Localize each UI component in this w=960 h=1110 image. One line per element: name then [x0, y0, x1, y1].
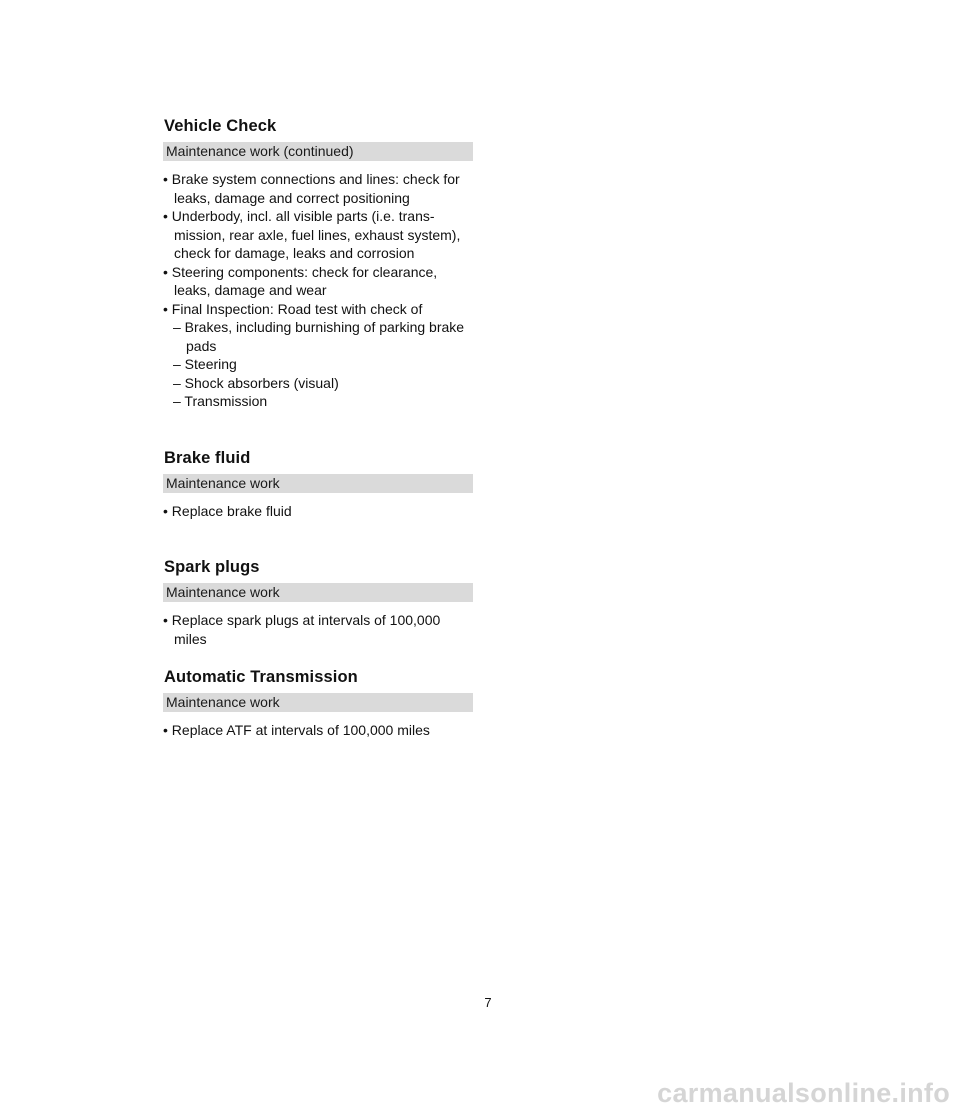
- watermark: carmanualsonline.info: [657, 1078, 950, 1108]
- item-list: [163, 170, 473, 411]
- list-item: • Underbody, incl. all visible parts (i.e. trans-mission, rear axle, fuel lines, exhaust system), check for damage, leaks and corrosion: [163, 208, 461, 261]
- section-bar: Maintenance work: [163, 583, 473, 602]
- section-bar: Maintenance work: [163, 474, 473, 493]
- section-bar: Maintenance work: [163, 693, 473, 712]
- item-list: [163, 611, 473, 648]
- list-item: • Replace ATF at intervals of 100,000 miles: [163, 722, 430, 738]
- section-heading: Vehicle Check: [164, 117, 277, 135]
- list-item: • Replace brake fluid: [163, 502, 292, 519]
- page-number: 7: [484, 995, 492, 1010]
- sub-list-item: – Brakes, including burnishing of parking brake pads: [173, 319, 465, 354]
- section-vehicle-check: [163, 116, 473, 411]
- content-column: [163, 116, 473, 740]
- section-spark-plugs: [163, 557, 473, 648]
- list-item: • Brake system connections and lines: check for leaks, damage and correct positioning: [163, 171, 460, 206]
- section-bar: Maintenance work (continued): [163, 142, 473, 161]
- section-automatic-transmission: [163, 667, 473, 740]
- list-item: • Steering components: check for clearance, leaks, damage and wear: [163, 263, 438, 298]
- sub-list-item: – Shock absorbers (visual): [173, 374, 339, 391]
- list-item: • Final Inspection: Road test with check of: [163, 300, 423, 317]
- section-brake-fluid: [163, 448, 473, 521]
- list-item: • Replace spark plugs at intervals of 100,000 miles: [163, 612, 441, 647]
- section-heading: Brake fluid: [164, 448, 251, 467]
- section-heading: Spark plugs: [164, 558, 260, 576]
- item-list: [163, 502, 473, 521]
- section-heading: Automatic Transmission: [164, 668, 358, 686]
- sub-list-item: – Steering: [173, 356, 237, 372]
- sub-list-item: – Transmission: [173, 393, 268, 409]
- item-list: [163, 721, 473, 740]
